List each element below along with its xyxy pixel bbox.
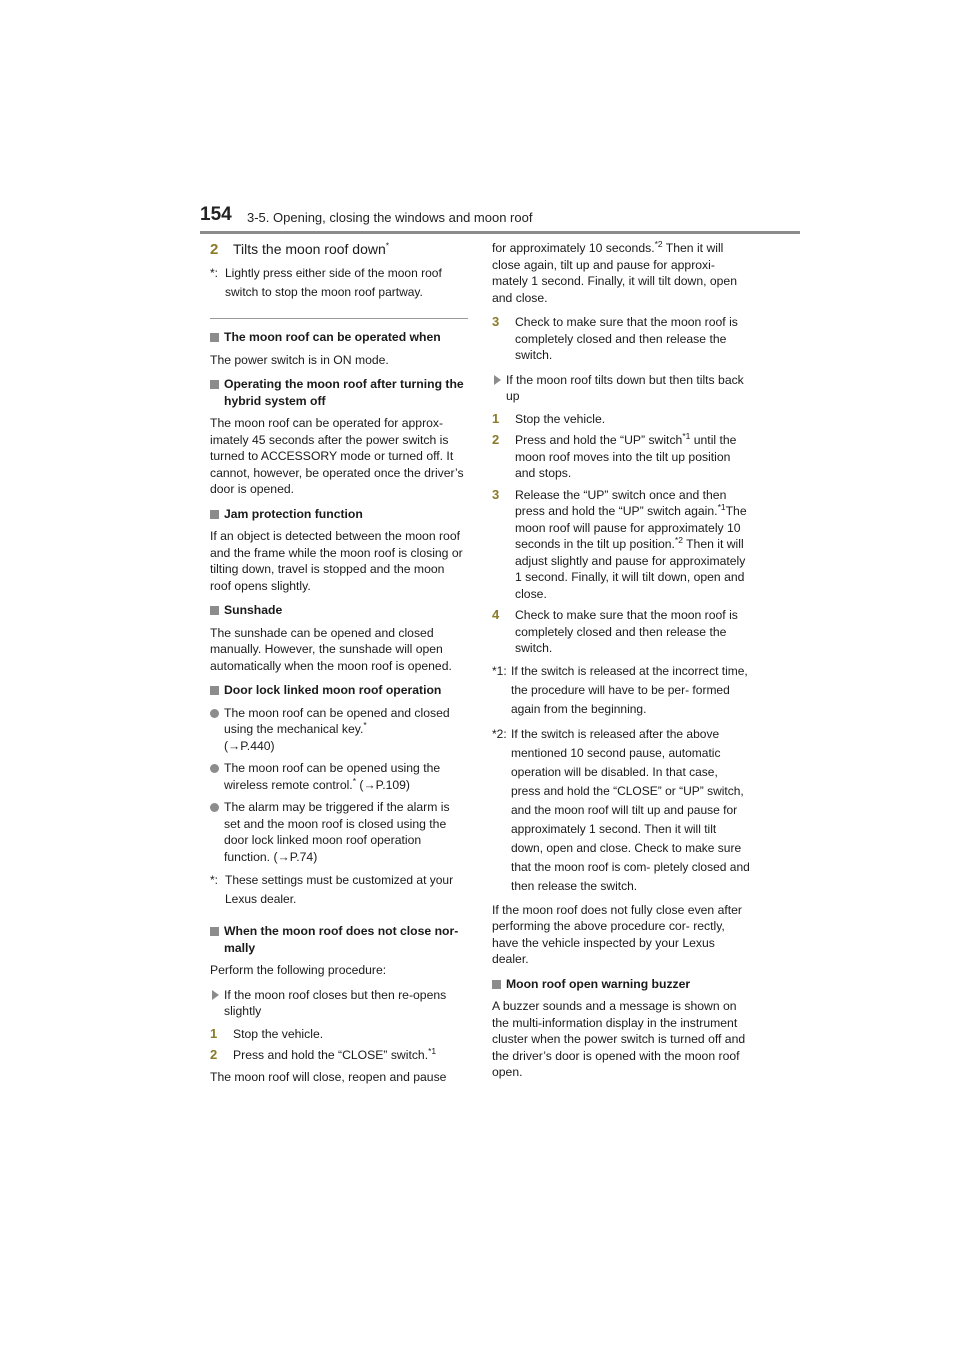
paragraph-text: Then it will close again, tilt up and pause for approxi- mately 1 second. Finally, it will tilt down, open and close. [492,241,737,305]
footnote-mark: *1: [492,663,507,678]
paragraph: The moon roof will close, reopen and pause [210,1069,447,1084]
procedure-step [210,1047,468,1064]
page-reference: (→P.440) [224,738,275,753]
triangle-arrow-icon [494,375,501,385]
paragraph-text: for approximately 10 seconds. [492,241,655,255]
footnote-ref: *1 [682,430,691,441]
step-text: Release the “UP” switch once and then press and hold the “UP” switch again. [515,487,727,518]
bullet-icon [210,764,219,773]
subheading: Sunshade [210,602,468,619]
paragraph: A buzzer sounds and a message is shown on the multi-information display in the instrument cluster when the power switch is turned off and the driver’s door is opened with the moon roof open. [492,999,746,1079]
step-text: until the moon roof moves into the tilt up position and stops. [515,433,737,480]
bullet-text: The moon roof can be opened using the wireless remote control. [224,761,441,792]
step-text: Check to make sure that the moon roof is completely closed and then release the switch. [515,608,738,655]
step-text: Stop the vehicle. [233,1026,324,1041]
footnote-ref: * [363,719,367,730]
right-column [492,240,750,1089]
footnote-text: If the switch is released at the incorrect time, the procedure will have to be per- formed again from the beginning. [511,663,748,716]
subheading: Operating the moon roof after turning the hybrid system off [210,376,468,409]
step-number: 2 [210,1047,218,1062]
step-number: 3 [492,314,500,329]
footnote-ref: *1 [717,501,726,512]
procedure-step [492,607,750,657]
bullet-icon [210,709,219,718]
footnote-text: If the switch is released after the above mentioned 10 second pause, automatic operation will be disabled. In that case, press and hold the “CLOSE” or “UP” switch, and the moon roof will tilt up and pause for approximately 1 second. Then it will tilt down, open and close. Check to make sure that the moon roof is com- pletely closed and then release the switch. [511,726,750,893]
subheading: When the moon roof does not close nor- mally [210,923,468,956]
section-divider [210,318,468,319]
procedure-case [210,987,468,1020]
step-number: 4 [492,607,500,622]
step-text: Press and hold the “UP” switch [515,433,683,447]
header-rule [200,231,800,234]
footnote [210,264,468,302]
procedure-step [492,432,750,482]
step-number: 3 [492,486,500,502]
footnote-ref: * [352,775,357,786]
page-reference: (→P.109) [356,777,410,792]
procedure-step [492,411,750,428]
footnote-mark: *: [210,873,219,887]
step-number: 1 [492,410,500,426]
subheading: Door lock linked moon roof operation [210,682,468,699]
footnote [210,871,468,909]
triangle-arrow-icon [212,990,219,1000]
paragraph: If the moon roof does not fully close even after performing the above procedure cor- rectly, have the vehicle inspected by your Lexus dealer. [492,902,742,966]
footnote-ref: * [385,240,390,251]
footnote-text: These settings must be customized at your Lexus dealer. [225,873,454,906]
section-title: 3-5. Opening, closing the windows and moon roof [247,210,533,225]
page-header [0,200,960,240]
left-column [210,240,468,1085]
footnote-ref: *1 [428,1045,437,1056]
step-tilt-down [210,240,468,259]
step-number: 2 [210,241,219,258]
paragraph: Perform the following procedure: [210,963,387,977]
step-text: Press and hold the “CLOSE” switch. [233,1048,429,1062]
subheading: The moon roof can be operated when [210,329,468,346]
step-number: 2 [492,432,500,447]
footnote-ref: *2 [654,238,663,249]
procedure-case-text: If the moon roof tilts down but then tilts back up [506,372,744,403]
step-text: Tilts the moon roof down [233,241,386,257]
page-number: 154 [200,204,232,225]
subheading: Moon roof open warning buzzer [492,976,750,993]
footnote-mark: *2: [492,726,507,741]
bullet-icon [210,803,219,812]
footnote-ref: *2 [674,534,683,545]
paragraph [492,240,750,306]
step-text: Stop the vehicle. [515,411,606,426]
bullet-item [210,799,468,865]
step-number: 1 [210,1025,218,1041]
paragraph: The power switch is in ON mode. [210,352,389,367]
paragraph: The sunshade can be opened and closed manually. However, the sunshade will open automatically when the moon roof is opened. [210,625,452,673]
procedure-step [492,314,750,364]
step-text: Then it will adjust slightly and pause for approximately 1 second. Finally, it will tilt down, open and close. [515,537,746,601]
footnote [492,725,750,896]
footnote-text: Lightly press either side of the moon roof switch to stop the moon roof partway. [225,266,442,299]
footnote-mark: *: [210,266,219,280]
procedure-step [492,487,750,603]
bullet-item [210,705,468,755]
footnote [492,662,750,719]
procedure-step [210,1026,468,1043]
bullet-item [210,760,468,793]
subheading: Jam protection function [210,506,468,523]
bullet-text: The moon roof can be opened and closed using the mechanical key. [224,705,450,736]
bullet-text: The alarm may be triggered if the alarm is set and the moon roof is closed using the door lock linked moon roof operation function. (→P.74) [224,800,450,864]
step-text: The moon roof will pause for approximately 10 seconds in the tilt up position. [515,504,747,551]
paragraph: If an object is detected between the moon roof and the frame while the moon roof is closing or tilting down, travel is stopped and the moon roof opens slightly. [210,529,463,593]
step-text: Check to make sure that the moon roof is completely closed and then release the switch. [515,315,738,362]
paragraph: The moon roof can be operated for approx- imately 45 seconds after the power switch is turned to ACCESSORY mode or turned off. It cannot, however, be operated once the driver’s door is opened. [210,416,464,496]
procedure-case-text: If the moon roof closes but then re-opens slightly [224,987,447,1018]
procedure-case [492,372,750,405]
